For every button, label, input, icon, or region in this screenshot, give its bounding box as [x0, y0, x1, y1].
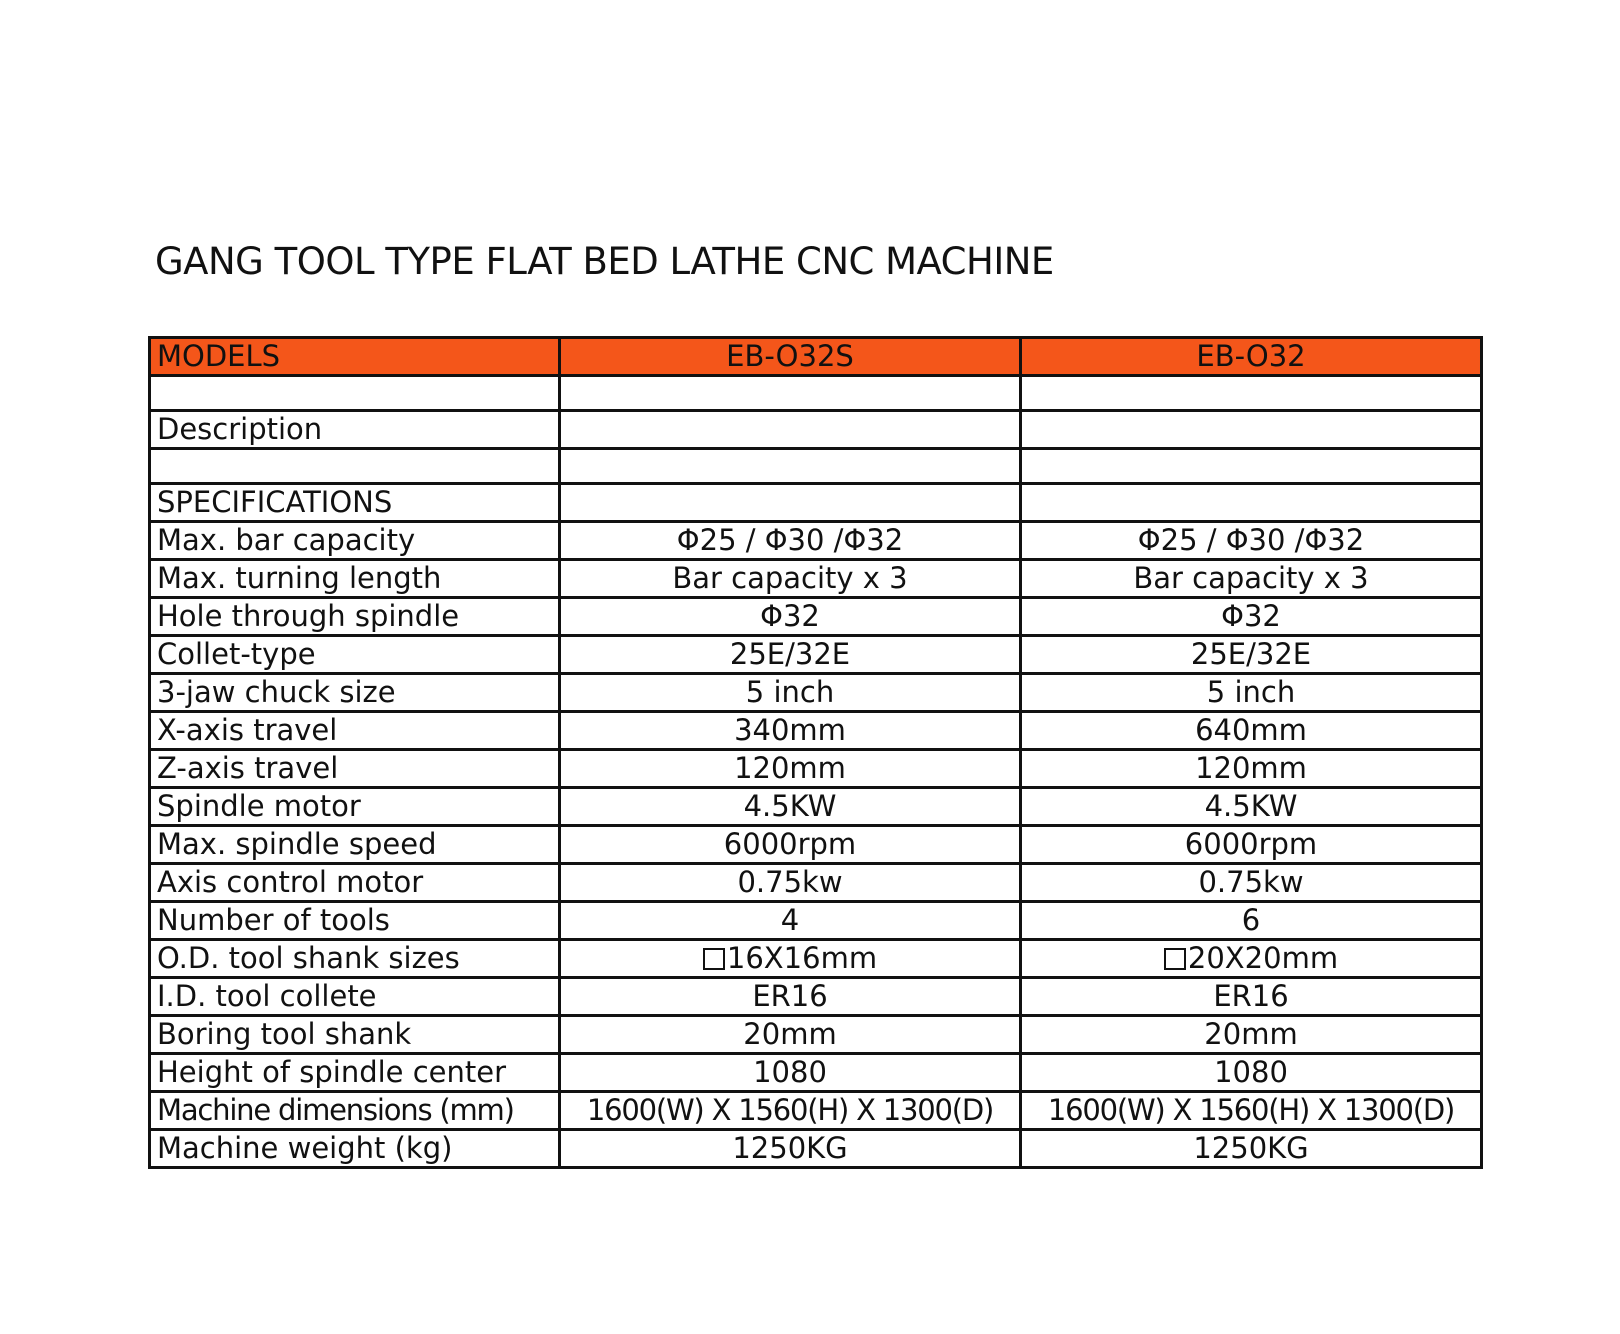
- row-label: [150, 376, 560, 411]
- table-row-description: [150, 411, 1482, 449]
- row-value-eb-o32s: 1250KG: [560, 1130, 1021, 1168]
- row-label: SPECIFICATIONS: [150, 484, 560, 522]
- row-value-eb-o32: 4.5KW: [1021, 788, 1482, 826]
- row-value-eb-o32s: Φ25 / Φ30 /Φ32: [560, 522, 1021, 560]
- row-label: Boring tool shank: [150, 1016, 560, 1054]
- header-model-eb-o32: EB-O32: [1021, 338, 1482, 376]
- shank-size-text: 20X20mm: [1187, 941, 1339, 975]
- table-header-row: [150, 338, 1482, 376]
- row-label: Max. bar capacity: [150, 522, 560, 560]
- row-label: Max. spindle speed: [150, 826, 560, 864]
- row-value-eb-o32: 1250KG: [1021, 1130, 1482, 1168]
- row-value-eb-o32: [1021, 484, 1482, 522]
- row-value-eb-o32s: [560, 940, 1021, 978]
- row-value-eb-o32s: 6000rpm: [560, 826, 1021, 864]
- row-value-eb-o32: 20mm: [1021, 1016, 1482, 1054]
- row-label: Machine dimensions (mm): [150, 1092, 560, 1130]
- row-value-eb-o32: 6000rpm: [1021, 826, 1482, 864]
- row-value-eb-o32: 120mm: [1021, 750, 1482, 788]
- row-value-eb-o32s: [560, 376, 1021, 411]
- row-value-eb-o32s: 340mm: [560, 712, 1021, 750]
- row-label: Max. turning length: [150, 560, 560, 598]
- row-value-eb-o32: [1021, 449, 1482, 484]
- table-row: [150, 1092, 1482, 1130]
- table-row: [150, 674, 1482, 712]
- square-icon: [703, 948, 725, 970]
- row-label: Description: [150, 411, 560, 449]
- row-value-eb-o32s: 5 inch: [560, 674, 1021, 712]
- row-label: Collet-type: [150, 636, 560, 674]
- row-value-eb-o32s: [560, 449, 1021, 484]
- row-value-eb-o32s: 1080: [560, 1054, 1021, 1092]
- row-value-eb-o32s: 25E/32E: [560, 636, 1021, 674]
- row-label: Spindle motor: [150, 788, 560, 826]
- row-value-eb-o32s: 4: [560, 902, 1021, 940]
- row-value-eb-o32: Φ32: [1021, 598, 1482, 636]
- table-row-blank-1: [150, 376, 1482, 411]
- spec-table: [148, 336, 1483, 1169]
- row-value-eb-o32: 1600(W) X 1560(H) X 1300(D): [1021, 1092, 1482, 1130]
- row-label: Z-axis travel: [150, 750, 560, 788]
- row-value-eb-o32: Φ25 / Φ30 /Φ32: [1021, 522, 1482, 560]
- row-label: [150, 449, 560, 484]
- shank-size-text: 16X16mm: [726, 941, 878, 975]
- row-value-eb-o32: ER16: [1021, 978, 1482, 1016]
- row-label: Machine weight (kg): [150, 1130, 560, 1168]
- row-value-eb-o32: Bar capacity x 3: [1021, 560, 1482, 598]
- row-value-eb-o32s: 0.75kw: [560, 864, 1021, 902]
- header-models-label: MODELS: [150, 338, 560, 376]
- row-value-eb-o32s: 1600(W) X 1560(H) X 1300(D): [560, 1092, 1021, 1130]
- row-value-eb-o32: [1021, 376, 1482, 411]
- row-value-eb-o32s: [560, 484, 1021, 522]
- row-label: Hole through spindle: [150, 598, 560, 636]
- table-row: [150, 1130, 1482, 1168]
- row-label: 3-jaw chuck size: [150, 674, 560, 712]
- table-row-blank-2: [150, 449, 1482, 484]
- table-row: [150, 788, 1482, 826]
- table-row: [150, 598, 1482, 636]
- table-row: [150, 560, 1482, 598]
- table-row: [150, 712, 1482, 750]
- row-label: I.D. tool collete: [150, 978, 560, 1016]
- row-label: X-axis travel: [150, 712, 560, 750]
- table-row: [150, 978, 1482, 1016]
- header-model-eb-o32s: EB-O32S: [560, 338, 1021, 376]
- row-label: Number of tools: [150, 902, 560, 940]
- row-value-eb-o32s: 120mm: [560, 750, 1021, 788]
- row-value-eb-o32s: 20mm: [560, 1016, 1021, 1054]
- row-value-eb-o32s: [560, 411, 1021, 449]
- table-row: [150, 636, 1482, 674]
- row-value-eb-o32: 6: [1021, 902, 1482, 940]
- row-label: O.D. tool shank sizes: [150, 940, 560, 978]
- row-value-eb-o32: 0.75kw: [1021, 864, 1482, 902]
- table-row: [150, 1054, 1482, 1092]
- table-row: [150, 902, 1482, 940]
- table-row: [150, 864, 1482, 902]
- row-value-eb-o32: [1021, 411, 1482, 449]
- table-row: [150, 940, 1482, 978]
- row-label: Height of spindle center: [150, 1054, 560, 1092]
- row-value-eb-o32s: ER16: [560, 978, 1021, 1016]
- table-row: [150, 750, 1482, 788]
- table-row: [150, 522, 1482, 560]
- page-title: GANG TOOL TYPE FLAT BED LATHE CNC MACHINE: [155, 240, 1054, 283]
- row-value-eb-o32: 25E/32E: [1021, 636, 1482, 674]
- row-value-eb-o32: 1080: [1021, 1054, 1482, 1092]
- row-value-eb-o32: [1021, 940, 1482, 978]
- row-label: Axis control motor: [150, 864, 560, 902]
- row-value-eb-o32s: Φ32: [560, 598, 1021, 636]
- row-value-eb-o32: 640mm: [1021, 712, 1482, 750]
- table-row-specifications: [150, 484, 1482, 522]
- row-value-eb-o32s: Bar capacity x 3: [560, 560, 1021, 598]
- table-row: [150, 826, 1482, 864]
- row-value-eb-o32: 5 inch: [1021, 674, 1482, 712]
- table-row: [150, 1016, 1482, 1054]
- row-value-eb-o32s: 4.5KW: [560, 788, 1021, 826]
- square-icon: [1164, 948, 1186, 970]
